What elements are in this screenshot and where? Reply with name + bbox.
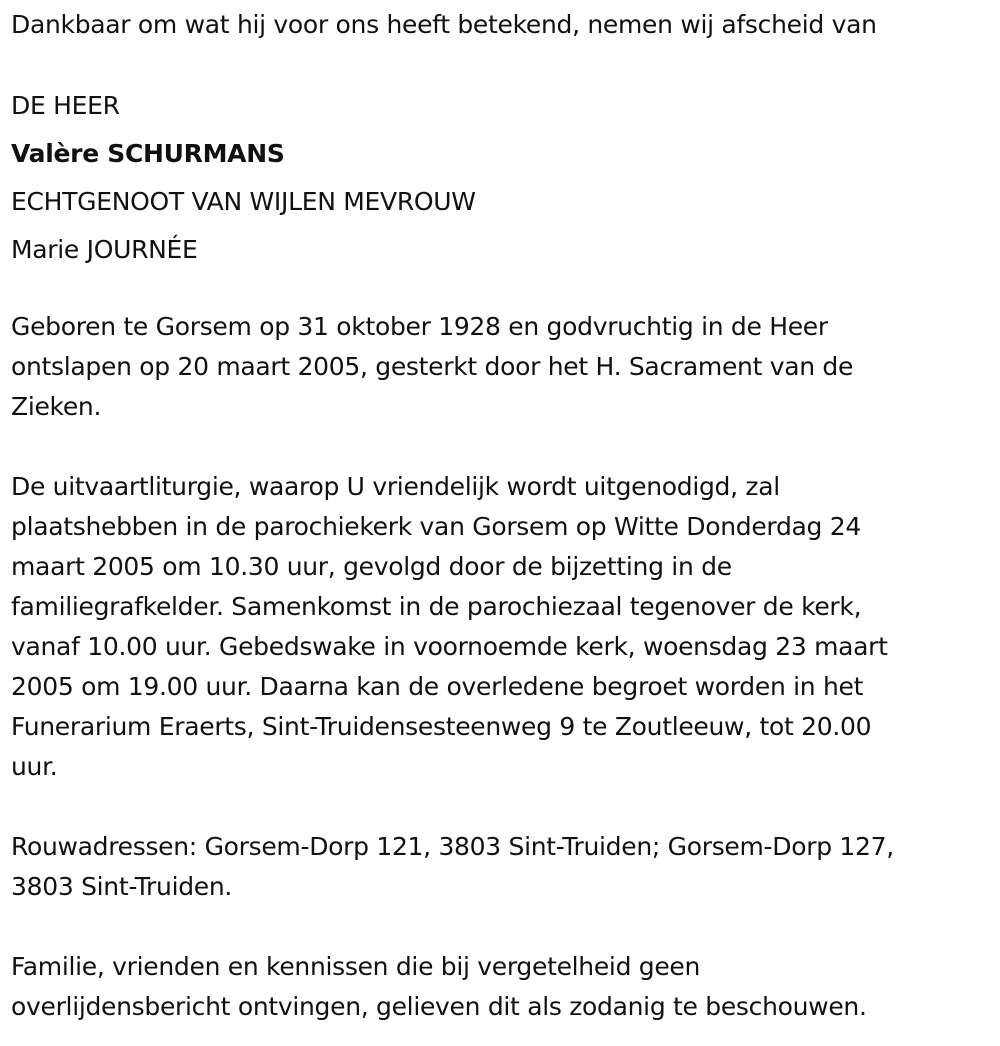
birth-death-paragraph <box>11 307 986 427</box>
paragraph-line: 2005 om 19.00 uur. Daarna kan de overledene begroet worden in het <box>11 672 864 701</box>
paragraph-line: plaatshebben in de parochiekerk van Gorsem op Witte Donderdag 24 <box>11 512 861 541</box>
paragraph-line: 3803 Sint-Truiden. <box>11 872 233 901</box>
addresses-paragraph <box>11 827 986 907</box>
paragraph-line: familiegrafkelder. Samenkomst in de parochiezaal tegenover de kerk, <box>11 592 862 621</box>
paragraph-line: vanaf 10.00 uur. Gebedswake in voornoemde kerk, woensdag 23 maart <box>11 632 888 661</box>
paragraph-line: Rouwadressen: Gorsem-Dorp 121, 3803 Sint-Truiden; Gorsem-Dorp 127, <box>11 832 894 861</box>
paragraph-line: De uitvaartliturgie, waarop U vriendelijk wordt uitgenodigd, zal <box>11 472 780 501</box>
paragraph-line: overlijdensbericht ontvingen, gelieven dit als zodanig te beschouwen. <box>11 992 867 1021</box>
deceased-block <box>11 82 986 274</box>
spouse-name: Marie JOURNÉE <box>11 235 198 264</box>
paragraph-line: maart 2005 om 10.30 uur, gevolgd door de bijzetting in de <box>11 552 732 581</box>
paragraph-line: Funerarium Eraerts, Sint-Truidensesteenweg 9 te Zoutleeuw, tot 20.00 <box>11 712 872 741</box>
paragraph-line: Geboren te Gorsem op 31 oktober 1928 en godvruchtig in de Heer <box>11 312 828 341</box>
paragraph-line: Zieken. <box>11 392 102 421</box>
closing-paragraph <box>11 947 986 1027</box>
obituary-document <box>11 0 986 1027</box>
deceased-name: Valère SCHURMANS <box>11 139 285 168</box>
funeral-paragraph <box>11 467 986 787</box>
paragraph-line: Familie, vrienden en kennissen die bij vergetelheid geen <box>11 952 701 981</box>
deceased-title: DE HEER <box>11 91 120 120</box>
intro-text: Dankbaar om wat hij voor ons heeft betekend, nemen wij afscheid van <box>11 10 877 39</box>
paragraph-line: uur. <box>11 752 58 781</box>
deceased-relation: ECHTGENOOT VAN WIJLEN MEVROUW <box>11 187 476 216</box>
paragraph-line: ontslapen op 20 maart 2005, gesterkt door het H. Sacrament van de <box>11 352 854 381</box>
